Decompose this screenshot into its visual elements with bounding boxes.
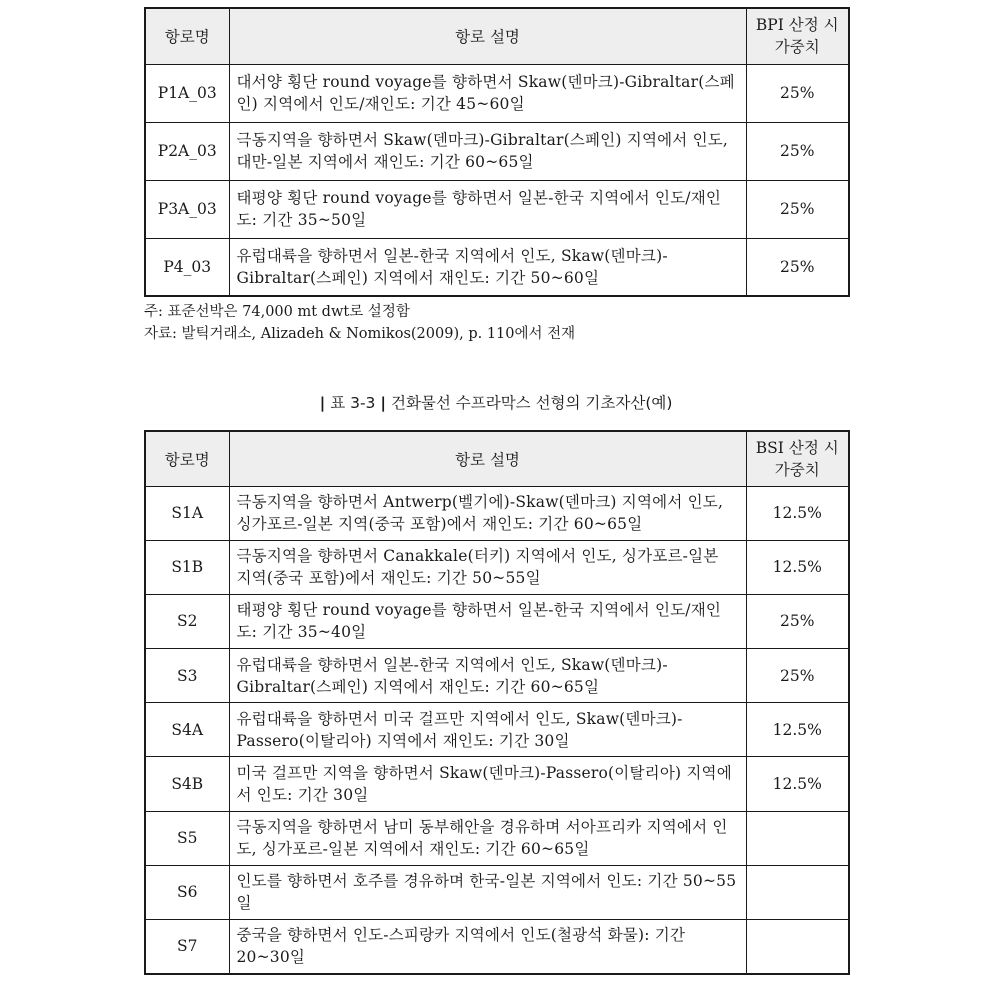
route-description: 태평양 횡단 round voyage를 향하면서 일본-한국 지역에서 인도/재인도: 기간 35~50일 xyxy=(229,180,746,238)
route-code: S1B xyxy=(145,540,229,594)
route-weight: 12.5% xyxy=(746,540,849,594)
route-code: P3A_03 xyxy=(145,180,229,238)
route-weight: 25% xyxy=(746,122,849,180)
route-description: 극동지역을 향하면서 남미 동부해안을 경유하며 서아프리카 지역에서 인도, 싱가포르-일본 지역에서 재인도: 기간 60~65일 xyxy=(229,811,746,865)
header-weight: BPI 산정 시 가중치 xyxy=(746,8,849,64)
route-description: 중국을 향하면서 인도-스피랑카 지역에서 인도(철광석 화물): 기간 20~30일 xyxy=(229,920,746,974)
table-row xyxy=(145,920,849,974)
route-weight: 12.5% xyxy=(746,486,849,540)
bpi-route-table xyxy=(144,7,850,297)
header-route-description: 항로 설명 xyxy=(229,431,746,486)
header-weight: BSI 산정 시 가중치 xyxy=(746,431,849,486)
caption-divider: | xyxy=(319,394,326,412)
route-code: P1A_03 xyxy=(145,64,229,122)
route-description: 극동지역을 향하면서 Antwerp(벨기에)-Skaw(덴마크) 지역에서 인도, 싱가포르-일본 지역(중국 포함)에서 재인도: 기간 60~65일 xyxy=(229,486,746,540)
table-note: 주: 표준선박은 74,000 mt dwt로 설정함 xyxy=(144,304,410,320)
route-weight: 25% xyxy=(746,649,849,703)
route-description: 대서양 횡단 round voyage를 향하면서 Skaw(덴마크)-Gibraltar(스페인) 지역에서 인도/재인도: 기간 45~60일 xyxy=(229,64,746,122)
table-caption xyxy=(0,391,992,413)
route-code: P4_03 xyxy=(145,238,229,296)
route-weight: 12.5% xyxy=(746,757,849,811)
route-weight: 25% xyxy=(746,238,849,296)
table-row xyxy=(145,486,849,540)
route-weight: 25% xyxy=(746,180,849,238)
route-code: P2A_03 xyxy=(145,122,229,180)
table-row xyxy=(145,865,849,919)
caption-title: 건화물선 수프라막스 선형의 기초자산(예) xyxy=(390,394,673,412)
route-weight: 25% xyxy=(746,594,849,648)
table-row xyxy=(145,594,849,648)
route-code: S1A xyxy=(145,486,229,540)
table-row xyxy=(145,238,849,296)
route-description: 미국 걸프만 지역을 향하면서 Skaw(덴마크)-Passero(이탈리아) 지역에서 인도: 기간 30일 xyxy=(229,757,746,811)
route-code: S7 xyxy=(145,920,229,974)
route-description: 유럽대륙을 향하면서 미국 걸프만 지역에서 인도, Skaw(덴마크)-Passero(이탈리아) 지역에서 재인도: 기간 30일 xyxy=(229,703,746,757)
route-weight xyxy=(746,920,849,974)
table-row xyxy=(145,703,849,757)
table-row xyxy=(145,649,849,703)
route-code: S5 xyxy=(145,811,229,865)
route-code: S3 xyxy=(145,649,229,703)
route-description: 태평양 횡단 round voyage를 향하면서 일본-한국 지역에서 인도/재인도: 기간 35~40일 xyxy=(229,594,746,648)
table-row xyxy=(145,540,849,594)
route-weight xyxy=(746,811,849,865)
table-row xyxy=(145,122,849,180)
route-description: 극동지역을 향하면서 Skaw(덴마크)-Gibraltar(스페인) 지역에서 인도, 대만-일본 지역에서 재인도: 기간 60~65일 xyxy=(229,122,746,180)
header-route-name: 항로명 xyxy=(145,431,229,486)
route-weight: 25% xyxy=(746,64,849,122)
table-row xyxy=(145,64,849,122)
table-header-row xyxy=(145,431,849,486)
bsi-route-table xyxy=(144,430,850,975)
caption-label: 표 3-3 xyxy=(330,394,376,412)
route-description: 유럽대륙을 향하면서 일본-한국 지역에서 인도, Skaw(덴마크)-Gibraltar(스페인) 지역에서 재인도: 기간 60~65일 xyxy=(229,649,746,703)
route-code: S4B xyxy=(145,757,229,811)
route-description: 유럽대륙을 향하면서 일본-한국 지역에서 인도, Skaw(덴마크)-Gibraltar(스페인) 지역에서 재인도: 기간 50~60일 xyxy=(229,238,746,296)
route-weight xyxy=(746,865,849,919)
route-code: S4A xyxy=(145,703,229,757)
caption-divider: | xyxy=(380,394,387,412)
header-route-name: 항로명 xyxy=(145,8,229,64)
table-row xyxy=(145,811,849,865)
table-source: 자료: 발틱거래소, Alizadeh & Nomikos(2009), p. 110에서 전재 xyxy=(144,326,576,342)
table-row xyxy=(145,180,849,238)
route-description: 인도를 향하면서 호주를 경유하며 한국-일본 지역에서 인도: 기간 50~55일 xyxy=(229,865,746,919)
table-header-row xyxy=(145,8,849,64)
route-weight: 12.5% xyxy=(746,703,849,757)
header-route-description: 항로 설명 xyxy=(229,8,746,64)
route-code: S6 xyxy=(145,865,229,919)
route-description: 극동지역을 향하면서 Canakkale(터키) 지역에서 인도, 싱가포르-일본 지역(중국 포함)에서 재인도: 기간 50~55일 xyxy=(229,540,746,594)
table-row xyxy=(145,757,849,811)
route-code: S2 xyxy=(145,594,229,648)
